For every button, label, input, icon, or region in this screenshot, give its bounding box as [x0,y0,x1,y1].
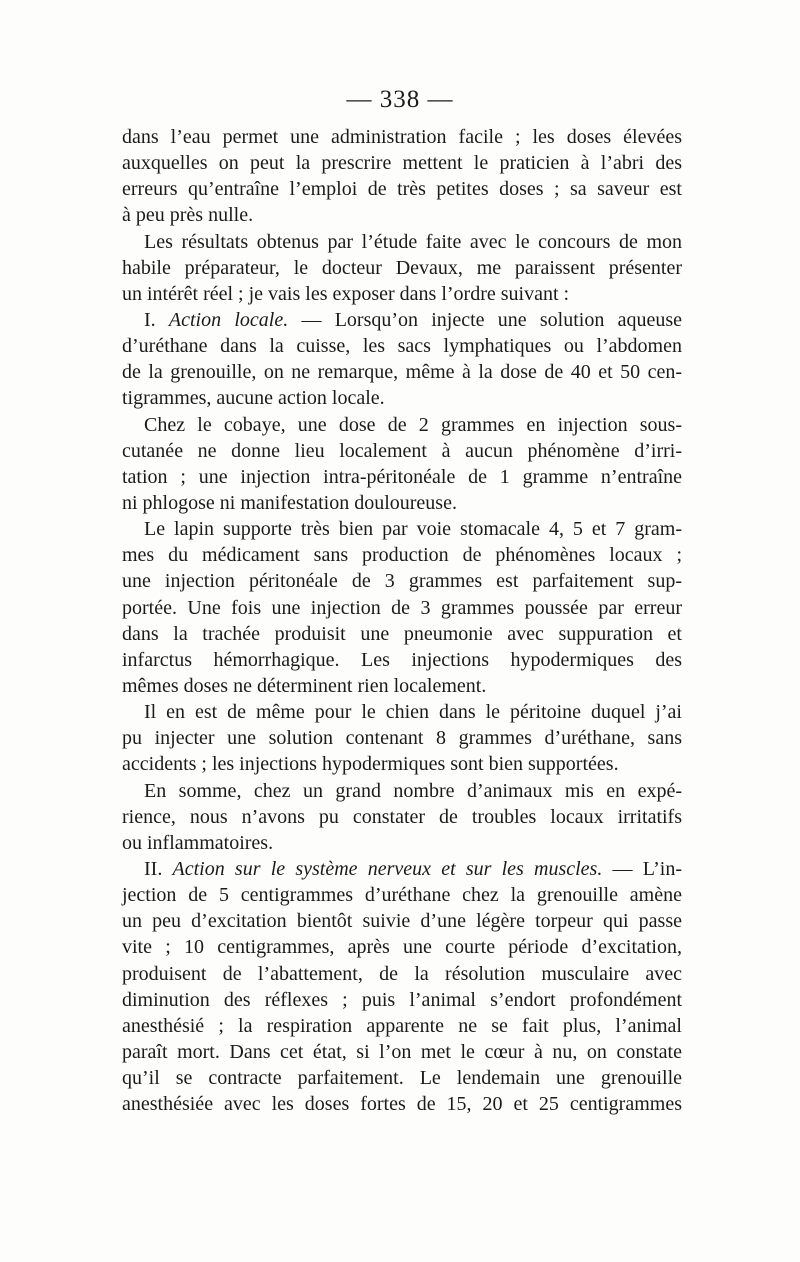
text-line: de la grenouille, on ne remarque, même à la dose de 40 et 50 cen- [122,361,682,384]
text-line: habile préparateur, le docteur Devaux, me paraissent présenter [122,256,682,279]
text-line: En somme, chez un grand nombre d’animaux mis en expé- [144,779,682,802]
text-line: un peu d’excitation bientôt suivie d’une légère torpeur qui passe [122,910,682,933]
text-line: vite ; 10 centigrammes, après une courte période d’excitation, [122,936,682,959]
text-line: portée. Une fois une injection de 3 grammes poussée par erreur [122,596,682,619]
text-line: une injection péritonéale de 3 grammes est parfaitement sup- [122,570,682,593]
text-line: tigrammes, aucune action locale. [122,387,385,410]
section-title: Action locale. [168,308,289,331]
text-line: jection de 5 centigrammes d’uréthane chez la grenouille amène [122,884,682,907]
text-line: diminution des réflexes ; puis l’animal s’endort profondément [122,988,682,1011]
text-line: rience, nous n’avons pu constater de troubles locaux irritatifs [122,805,682,828]
text-line: mêmes doses ne déterminent rien localement. [122,674,487,697]
text-line: anesthésiée avec les doses fortes de 15, 20 et 25 centigrammes [122,1093,682,1116]
body-text [122,124,682,1117]
text-line: Il en est de même pour le chien dans le péritoine duquel j’ai [144,701,682,724]
text-line: d’uréthane dans la cuisse, les sacs lymphatiques ou l’abdomen [122,335,682,358]
text-line: accidents ; les injections hypodermiques sont bien supportées. [122,753,619,776]
section-title: Action sur le système nerveux et sur les muscles. [172,857,603,880]
text-line: auxquelles on peut la prescrire mettent le praticien à l’abri des [122,152,682,175]
text-line: — L’in- [612,857,683,880]
section-heading-line [122,856,682,882]
text-line: anesthésié ; la respiration apparente ne se fait plus, l’animal [122,1014,682,1037]
text-line: à peu près nulle. [122,204,254,227]
text-line: dans la trachée produisit une pneumonie avec suppuration et [122,622,682,645]
section-number: II. [144,857,163,880]
text-line: produisent de l’abattement, de la résolution musculaire avec [122,962,682,985]
text-line: ni phlogose ni manifestation douloureuse. [122,491,457,514]
text-line: Lorsqu’on injecte une solution aqueuse [334,308,682,331]
text-line: mes du médicament sans production de phénomènes locaux ; [122,544,682,567]
text-line: Chez le cobaye, une dose de 2 grammes en injection sous- [144,413,682,436]
text-line: dans l’eau permet une administration facile ; les doses élevées [122,126,682,148]
em-dash: — [301,308,322,331]
text-line: infarctus hémorrhagique. Les injections hypodermiques des [122,648,682,671]
text-line: un intérêt réel ; je vais les exposer dans l’ordre suivant : [122,282,570,305]
text-line: tation ; une injection intra-péritonéale de 1 gramme n’entraîne [122,465,682,488]
text-line: cutanée ne donne lieu localement à aucun phénomène d’irri- [122,439,682,462]
text-line: erreurs qu’entraîne l’emploi de très petites doses ; sa saveur est [122,178,682,201]
text-line: pu injecter une solution contenant 8 grammes d’uréthane, sans [122,727,682,750]
text-line: Les résultats obtenus par l’étude faite avec le concours de mon [144,230,682,253]
section-number: I. [144,308,156,331]
text-line: ou inflammatoires. [122,831,274,854]
page-number: — 338 — [346,86,454,113]
text-line: qu’il se contracte parfaitement. Le lendemain une grenouille [122,1067,682,1090]
text-line: paraît mort. Dans cet état, si l’on met le cœur à nu, on constate [122,1040,682,1063]
section-heading-line [122,307,682,333]
text-line: Le lapin supporte très bien par voie stomacale 4, 5 et 7 gram- [144,518,682,541]
